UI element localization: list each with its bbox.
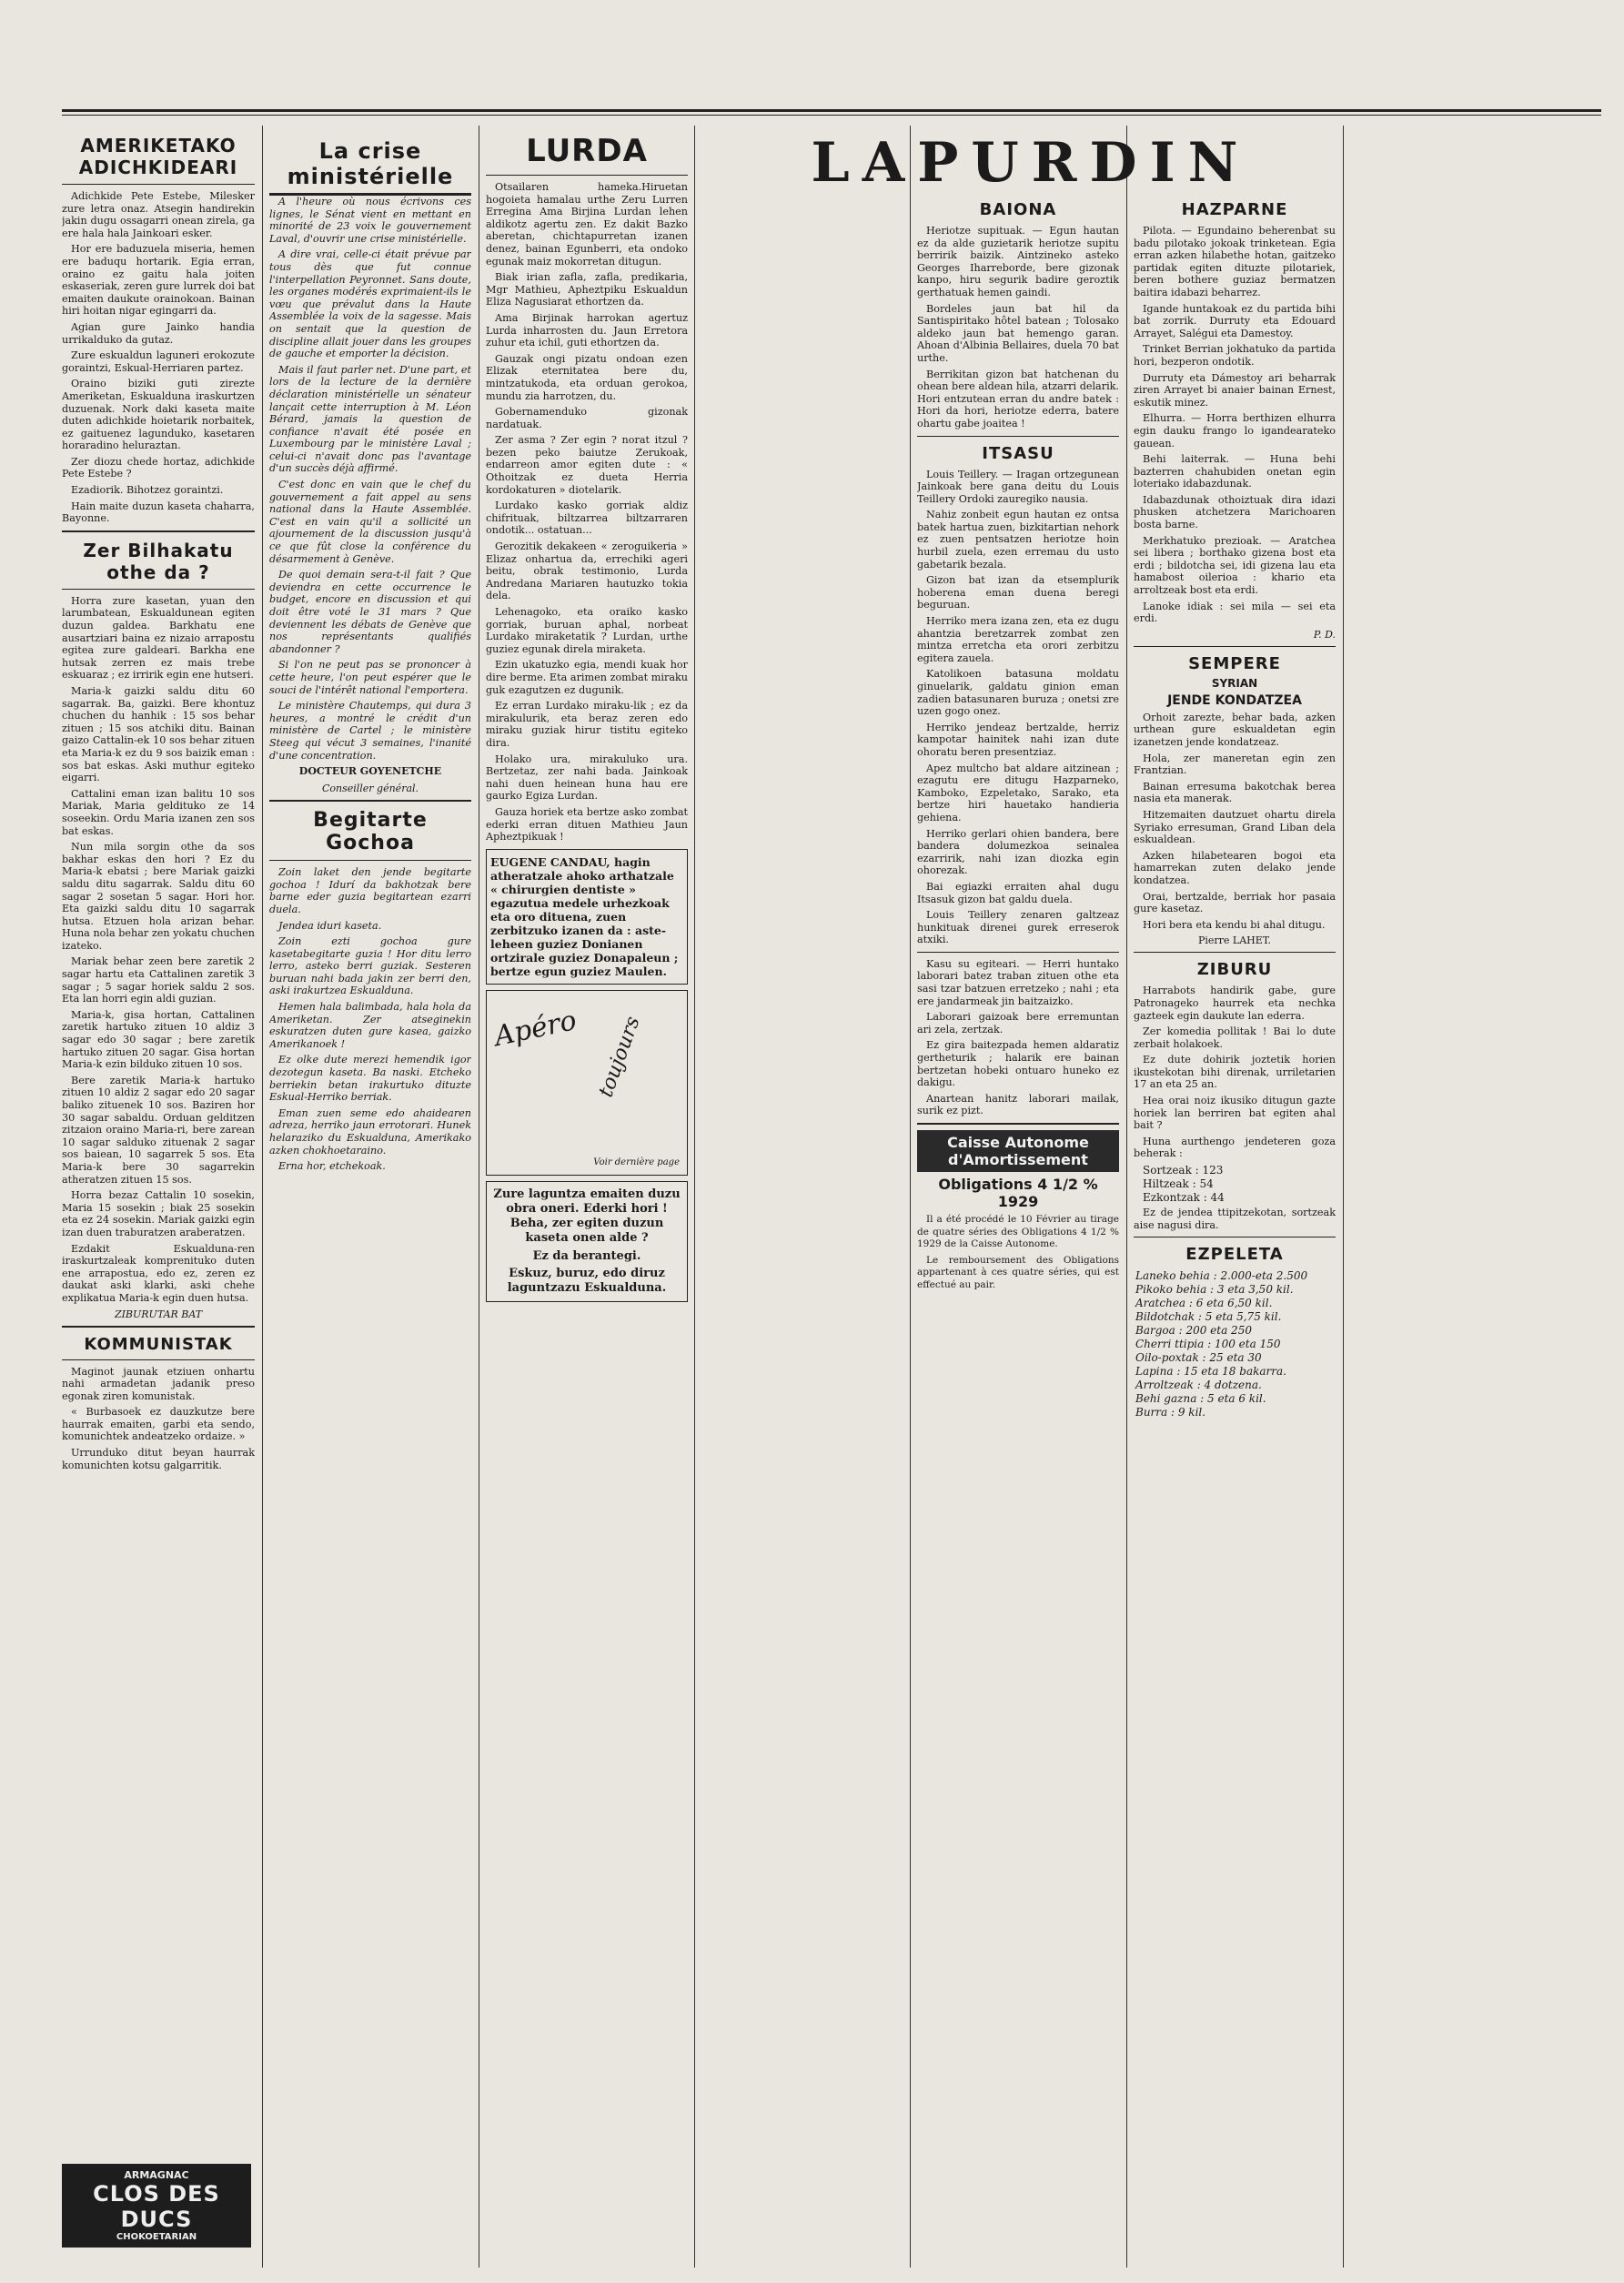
article-title: Begitarte Gochoa <box>313 809 428 855</box>
paragraph: Anartean hanitz laborari mailak, surik ez pizt. <box>917 1092 1119 1117</box>
paragraph: Bainan erresuma bakotchak berea nasia eta manerak. <box>1134 780 1336 805</box>
paragraph: Mariak behar zeen bere zaretik 2 sagar hartu eta Cattalinen zaretik 3 sagar ; 5 sagar horiek saldu 2 sos. Eta lan horri egin aldi guzian. <box>62 955 255 1005</box>
paragraph: Zer asma ? Zer egin ? norat itzul ? bezen peko baiutze Zerukoak, endarreon amor egiten dute : « Othoitzak ez dueta Herria kordokaturen » diotelarik. <box>486 434 688 496</box>
column-1 <box>62 126 255 2268</box>
paragraph: Il a été procédé le 10 Février au tirage de quatre séries des Obligations 4 1/2 % 1929 de la Caisse Autonome. <box>917 1214 1119 1250</box>
paragraph: Zer komedia pollitak ! Bai lo dute zerbait holakoek. <box>1134 1025 1336 1050</box>
paragraph: Berrikitan gizon bat hatchenan du ohean bere aldean hila, atzarri delarik. Hori entzutean erran du andre batek : Hori da hori, heriotze ederra, batere ohartu gabe joaitea ! <box>917 368 1119 429</box>
paragraph: Behi laiterrak. — Huna behi bazterren chahubiden onetan egin loteriako idabazdunak. <box>1134 453 1336 490</box>
paragraph: Hemen hala balimbada, hala hola da Ameriketan. Zer atseginekin eskuratzen duten gure kasea, gaizko Amerikanoek ! <box>269 1001 471 1050</box>
paragraph: Lanoke idiak : sei mila — sei eta erdi. <box>1134 600 1336 625</box>
paragraph: Louis Teillery zenaren galtzeaz hunkituak direnei gurek erreserok atxiki. <box>917 909 1119 946</box>
apero-ad <box>486 990 688 1176</box>
paragraph: Bordeles jaun bat hil da Santispiritako hôtel batean ; Tolosako aldeko jaun bat hemengo garan. Ahoan d'Albinia Bellaires, duela 70 bat urthe. <box>917 302 1119 364</box>
paragraph: Biak irian zafla, zafla, predikaria, Mgr Mathieu, Apheztpiku Eskualdun Eliza Nagusiarat ethortzen da. <box>486 271 688 308</box>
list-item: Oilo-poxtak : 25 eta 30 <box>1135 1351 1262 1365</box>
section-title: EZPELETA <box>1185 1245 1284 1265</box>
paragraph: Mais il faut parler net. D'une part, et lors de la lecture de la dernière déclaration ministérielle un sénateur lançait cette interruption à M. Léon Bérard, jamais la question de confiance n'avait été posée en Luxembourg par le ministère Laval ; celui-ci n'avait donc pas l'avantage d'un succès déjà affirmé. <box>269 363 471 475</box>
signature: ZIBURUTAR BAT <box>114 1308 203 1320</box>
paragraph: Nun mila sorgin othe da sos bakhar eskas den hori ? Ez du Maria-k ebatsi ; bere Mariak gaizki saldu ditu sagarrak. Saldu ditu 60 sagar 2 sosetan 5 sagar. Hori hor. Eta gaizki saldu ditu 10 sagarrak hutsa. Etzuen hola arizan behar. Huna nola behar zen yokatu chuchen izateko. <box>62 841 255 952</box>
obligations-title: Obligations 4 1/2 % 1929 <box>938 1176 1098 1210</box>
list-item: Cherri ttipia : 100 eta 150 <box>1135 1338 1281 1351</box>
ad-text: Eskuz, buruz, edo diruz laguntzazu Eskualduna. <box>507 1266 667 1295</box>
column-separator <box>262 126 263 2268</box>
ad-script-text: toujours <box>594 1013 645 1100</box>
newspaper-page <box>62 109 1601 2268</box>
ad-text: Ez da berantegi. <box>532 1248 641 1263</box>
ad-caption: Voir dernière page <box>593 1157 680 1167</box>
signature-role: Conseiller général. <box>321 783 419 795</box>
paragraph: Maria-k, gisa hortan, Cattalinen zaretik hartuko zituen 10 aldiz 3 sagar edo 30 sagar ; bere zaretik hartuko zituen 20 sagar. Gisa hortan Maria-k ezin bilduko zituen 10 sos. <box>62 1008 255 1071</box>
paragraph: Harrabots handirik gabe, gure Patronageko haurrek eta nechka gazteek egin daukute lan ederra. <box>1134 985 1336 1022</box>
paragraph: Gobernamenduko gizonak nardatuak. <box>486 406 688 430</box>
support-ad <box>486 1181 688 1302</box>
paragraph: Durruty eta Dámestoy ari beharrak ziren Arrayet bi anaier bainan Ernest, eskutik minez. <box>1134 371 1336 409</box>
section-subtitle: SYRIAN <box>1211 676 1258 690</box>
signature: Pierre LAHET. <box>1197 934 1272 947</box>
column-separator <box>694 126 695 2268</box>
paragraph: Laborari gaizoak bere erremuntan ari zela, zertzak. <box>917 1011 1119 1035</box>
article-title: La crise ministérielle <box>269 138 471 196</box>
list-item: Ezkontzak : 44 <box>1143 1191 1225 1205</box>
paragraph: Hain maite duzun kaseta chaharra, Bayonne. <box>62 500 255 525</box>
paragraph: Si l'on ne peut pas se prononcer à cette heure, l'on peut espérer que le souci de l'intérêt national l'emportera. <box>269 659 471 696</box>
paragraph: « Burbasoek ez dauzkutze bere haurrak emaiten, garbi eta sendo, komunichtek andeatzeko ordaize. » <box>62 1406 255 1443</box>
list-item: Sortzeak : 123 <box>1143 1164 1224 1177</box>
paragraph: Louis Teillery. — Iragan ortzegunean Jainkoak bere gana deitu du Louis Teillery Ordoki zauregiko nausia. <box>917 468 1119 505</box>
armagnac-ad <box>62 2164 251 2248</box>
article-title: Zer Bilhakatu othe da ? <box>83 539 234 583</box>
top-rule <box>62 109 1601 112</box>
paragraph: Holako ura, mirakuluko ura. Bertzetaz, zer nahi bada. Jainkoak nahi duen heinean huna hau ere gaurko Egiza Lurdan. <box>486 753 688 803</box>
paragraph: Hor ere baduzuela miseria, hemen ere baduqu hortarik. Egia erran, oraino ez gaitu hala joiten eskaseriak, zeren gure lurrek doi bat emaiten daukute orainokoan. Bainan hiri hoitan nigar egingarri da. <box>62 243 255 318</box>
list-item: Bargoa : 200 eta 250 <box>1135 1324 1252 1338</box>
paragraph: Gerozitik dekakeen « zeroguikeria » Elizaz onhartua da, errechiki ageri beitu, obrak testimonio, Lurda Andredana Mariaren hautuzko tokia dela. <box>486 540 688 602</box>
paragraph: Le remboursement des Obligations appartenant à ces quatre séries, qui est effectué au pair. <box>917 1254 1119 1290</box>
section-title: HAZPARNE <box>1181 200 1288 219</box>
paragraph: Agian gure Jainko handia urrikalduko da gutaz. <box>62 320 255 346</box>
paragraph: Pilota. — Egundaino beherenbat su badu pilotako jokoak trinketean. Egia erran azken hilabethe hotan, gaitzeko partidak egiten dituzte pilotariek, beren bothere guziaz bermatzen baitira idabazi beharrez. <box>1134 225 1336 298</box>
paragraph: Herriko gerlari ohien bandera, bere bandera dolumezkoa seinalea ezarririk, nahi izan diozka egin ohorezak. <box>917 827 1119 877</box>
paragraph: Herriko mera izana zen, eta ez dugu ahantzia beretzarrek zombat zen mintza erretcha eta orori zerbitzu egitera zauela. <box>917 615 1119 664</box>
paragraph: Zoin ezti gochoa gure kasetabegitarte guzia ! Hor ditu lerro lerro, asteko berri guziak. Sesteren buruan nahi bada jakin zer berri den, aski irakurtzea Eskualduna. <box>269 935 471 997</box>
paragraph: Ez olke dute merezi hemendik igor dezotegun kaseta. Ba naski. Etcheko berriekin betan irakurtuko dituzte Eskual-Herriko berriak. <box>269 1054 471 1104</box>
paragraph: Hitzemaiten dautzuet ohartu direla Syriako erresuman, Grand Liban dela eskualdean. <box>1134 808 1336 846</box>
list-item: Arroltzeak : 4 dotzena. <box>1135 1379 1262 1392</box>
paragraph: Elhurra. — Horra berthizen elhurra egin dauku frango lo igandearateko gauean. <box>1134 412 1336 450</box>
paragraph: Eman zuen seme edo ahaidearen adreza, herriko jaun errotorari. Hunek helaraziko du Eskualduna, Amerikako azken chokhoetaraino. <box>269 1106 471 1157</box>
paragraph: Maginot jaunak etziuen onhartu nahi armadetan jadanik preso egonak ziren komunistak. <box>62 1365 255 1402</box>
price-list <box>1135 1269 1336 1419</box>
paragraph: Orhoit zarezte, behar bada, azken urthean gure eskualdetan egin izanetzen jende kondatzeaz. <box>1134 711 1336 748</box>
paragraph: Bere zaretik Maria-k hartuko zituen 10 aldiz 2 sagar edo 20 sagar baliko zituenek 10 sos. Baziren hor 30 sagar sabaldu. Orduan gelditzen zitzaion oraino Maria-ri, bere zarean 10 sagar salduko zituenak 2 sagar sos baiean, 10 sagarrek 5 sos. Eta Maria-k bere 30 sagarrekin atheratzen zituen 15 sos. <box>62 1074 255 1186</box>
ad-bottom-text: CHOKOETARIAN <box>116 2232 197 2242</box>
paragraph: Oraino biziki guti zirezte Ameriketan, Eskualduna iraskurtzen duzuenak. Nork daki kaseta maite duten adichkide hoietarik norbaitek, ez gaituenez lagunduko, kasetaren horaradino heluraztan. <box>62 378 255 452</box>
paragraph: Apez multcho bat aldare aitzinean ; ezagutu ere ditugu Hazparneko, Kamboko, Ezpeletako, Sarako, eta bertze hiri hauetako handieria gehiena. <box>917 762 1119 823</box>
paragraph: Heriotze supituak. — Egun hautan ez da alde guzietarik heriotze supitu berririk baizik. Aintzineko asteko Georges Iharreborde, bere gizonak kanpo, hiru segurik badire geroztik gerthatuak hemen gaindi. <box>917 225 1119 298</box>
section-title: ZIBURU <box>1196 960 1273 980</box>
paragraph: Maria-k gaizki saldu ditu 60 sagarrak. Ba, gaizki. Bere khontuz chuchen du hanhik : 15 sos behar zituen ; 15 sos atchiki ditu. Bainan gaizo Cattalin-ek 10 sos behar zituen eta Maria-k ez du 9 sos baizik eman : sos bat eskas. Aski muthur egiteko eigarri. <box>62 685 255 784</box>
paragraph: Erna hor, etchekoak. <box>278 1160 386 1173</box>
column-2 <box>269 126 471 2268</box>
paragraph: Trinket Berrian jokhatuko da partida hori, bezperon ondotik. <box>1134 343 1336 368</box>
paragraph: De quoi demain sera-t-il fait ? Que deviendra en cette occurrence le budget, encore en discussion et qui doit être voté le 31 mars ? Que deviennent les débats de Genève que nos représentants qualifiés abandonner ? <box>269 569 471 655</box>
section-title: ITSASU <box>982 443 1054 463</box>
paragraph: A dire vrai, celle-ci était prévue par tous dès que fut connue l'interpellation Peyronnet. Sans doute, les organes modérés exprimaient-ils le vœu que prévalut dans la Haute Assemblée la voix de la sagesse. Mais on sentait que la question de discipline allait jouer dans les groupes de gauche et emporter la décision. <box>269 248 471 360</box>
section-title: SEMPERE <box>1188 653 1281 673</box>
top-rule-thin <box>62 115 1601 116</box>
paragraph: Kasu su egiteari. — Herri huntako laborari batez traban zituen othe eta sasi tzar batzuen erretzeko ; nahi ; eta ere jandarmeak jin baitzaizko. <box>917 957 1119 1007</box>
signature: DOCTEUR GOYENETCHE <box>298 765 442 778</box>
column-4 <box>917 193 1119 2268</box>
paragraph: Ez gira baitezpada hemen aldaratiz gertheturik ; halarik ere bainan bertzetan hobeki ontuaro huneko ez dakigu. <box>917 1039 1119 1089</box>
caisse-banner: Caisse Autonome d'Amortissement <box>917 1130 1119 1172</box>
article-title: AMERIKETAKO ADICHKIDEARI <box>78 135 238 178</box>
section-subtitle: JENDE KONDATZEA <box>1167 692 1302 708</box>
list-item: Aratchea : 6 eta 6,50 kil. <box>1135 1297 1273 1310</box>
ad-brand: CLOS DES DUCS <box>93 2181 220 2232</box>
paragraph: Gauzak ongi pizatu ondoan ezen Elizak eternitatea bere du, mintzatukoda, eta orduan gerokoa, mundu zia harrotzen, du. <box>486 352 688 402</box>
paragraph: Huna aurthengo jendeteren goza beherak : <box>1134 1135 1336 1160</box>
paragraph: Azken hilabetearen bogoi eta hamarrekan zuten delako jende kondatzea. <box>1134 849 1336 886</box>
paragraph: Urrunduko ditut beyan haurrak komunichten kotsu galgarritik. <box>62 1447 255 1471</box>
article-title: KOMMUNISTAK <box>84 1334 233 1354</box>
paragraph: Zer diozu chede hortaz, adichkide Pete Estebe ? <box>62 455 255 480</box>
list-item: Pikoko behia : 3 eta 3,50 kil. <box>1135 1283 1294 1297</box>
list-item: Behi gazna : 5 eta 6 kil. <box>1135 1392 1266 1406</box>
column-separator <box>910 126 911 2268</box>
paragraph: Gauza horiek eta bertze asko zombat ederki erran dituen Mathieu Jaun Apheztpikuak ! <box>486 805 688 843</box>
list-item: Bildotchak : 5 eta 5,75 kil. <box>1135 1310 1282 1324</box>
paragraph: Herriko jendeaz bertzalde, herriz kampotar hainitek nahi izan dute ohoratu beren presentziaz. <box>917 721 1119 758</box>
paragraph: Hea orai noiz ikusiko ditugun gazte horiek lan berriren bat egiten ahal bait ? <box>1134 1095 1336 1132</box>
paragraph: A l'heure où nous écrivons ces lignes, le Sénat vient en mettant en minorité de 23 voix le gouvernement Laval, d'ouvrir une crise ministérielle. <box>269 196 471 245</box>
column-3 <box>486 126 688 2268</box>
signature: P. D. <box>1313 628 1336 641</box>
paragraph: Le ministère Chautemps, qui dura 3 heures, a montré le crédit d'un ministère de Cartel ; le ministère Steeg qui vécut 3 semaines, l'inanité d'une concentration. <box>269 700 471 762</box>
paragraph: Lehenagoko, eta oraiko kasko gorriak, buruan aphal, norbeat Lurdako miraketatik ? Lurdan, urthe guziez egunak direla miraketa. <box>486 606 688 655</box>
column-separator <box>1126 126 1127 2268</box>
paragraph: Cattalini eman izan balitu 10 sos Mariak, Maria geldituko ze 14 soseekin. Ordu Maria izanen zen sos bat eskas. <box>62 787 255 837</box>
paragraph: Ama Birjinak harrokan agertuz Lurda inharrosten du. Jaun Erretora zuhur eta ichil, guti ethortzen da. <box>486 311 688 349</box>
paragraph: C'est donc en vain que le chef du gouvernement a fait appel au sens national dans la Haute Assemblée. C'est en vain qu'il a sollicité un ajournement de la discussion jusqu'à ce que fût close la conférence du désarmement à Genève. <box>269 479 471 565</box>
ad-text: Zure laguntza emaiten duzu obra oneri. Ederki hori ! Beha, zer egiten duzun kaseta onen alde ? <box>493 1187 681 1245</box>
column-separator <box>1343 126 1344 2268</box>
paragraph: Zure eskualdun laguneri erokozute goraintzi, Eskual-Herriaren partez. <box>62 349 255 374</box>
paragraph: Lurdako kasko gorriak aldiz chifrituak, biltzarrea biltzarraren ondotik... ostatuan... <box>486 500 688 537</box>
paragraph: Ez dute dohirik joztetik horien ikustekotan bihi direnak, urriletarien 17 an eta 25 an. <box>1134 1054 1336 1091</box>
list-item: Burra : 9 kil. <box>1135 1406 1206 1419</box>
paragraph: Ezadiorik. Bihotzez goraintzi. <box>71 484 224 497</box>
paragraph: Horra zure kasetan, yuan den larumbatean, Eskualdunean egiten duzun galdea. Barkhatu ene ausartziari baina ez nizaio arrapostu egitea zure galdeari. Barkha ene hutsak zerren ez mais trebe eskuaraz ; ez irririk egin ene hutseri. <box>62 594 255 682</box>
paragraph: Nahiz zonbeit egun hautan ez ontsa batek hartua zuen, bizkitartian nehork ez zuen pentsatzen heriotze hoin hurbil zuela, ezen erremau du usto gabetarik bezala. <box>917 509 1119 571</box>
paragraph: Bai egiazki erraiten ahal dugu Itsasuk gizon bat galdu duela. <box>917 880 1119 905</box>
list-item: Laneko behia : 2.000-eta 2.500 <box>1135 1269 1308 1283</box>
paragraph: Hori bera eta kendu bi ahal ditugu. <box>1143 918 1326 931</box>
paragraph: Idabazdunak othoiztuak dira idazi phusken atchetzera Marichoaren bosta barne. <box>1134 493 1336 531</box>
paragraph: Adichkide Pete Estebe, Milesker zure letra onaz. Atsegin handirekin jakin dugu ossagarri onean zirela, ga ere hala hala Jainkoari esker. <box>62 190 255 239</box>
paragraph: Merkhatuko prezioak. — Aratchea sei libera ; borthako gizena bost eta erdi ; bildotcha sei, idi gizena lau eta hamabost oilerioa : khario eta arroltzeak bost eta erdi. <box>1134 534 1336 597</box>
paragraph: Ez erran Lurdako miraku-lik ; ez da mirakulurik, eta beraz zeren edo miraku guziak hirur tistitu egiteko dira. <box>486 700 688 749</box>
paragraph: Ezdakit Eskualduna-ren iraskurtzaleak komprenituko duten ene arrapostua, edo ez, zeren ez daukat aski klarki, aski chehe explikatua Maria-k egin duen hutsa. <box>62 1242 255 1304</box>
paragraph: Hola, zer maneretan egin zen Frantzian. <box>1134 752 1336 777</box>
population-list <box>1143 1164 1336 1205</box>
paragraph: Horra bezaz Cattalin 10 sosekin, Maria 15 sosekin ; biak 25 sosekin eta ez 24 sosekin. Mariak gaizki egin izan duen traburatzen araberatzen. <box>62 1189 255 1238</box>
dentist-ad: EUGENE CANDAU, hagin atheratzale ahoko arthatzale « chirurgien dentiste » egazutua medele urhezkoak eta oro dituena, zuen zerbitzuko izanen da : aste-leheen guziez Donianen ortzirale guziez Donapaleun ; bertze egun guziez Maulen. <box>486 849 688 985</box>
list-item: Lapina : 15 eta 18 bakarra. <box>1135 1365 1286 1379</box>
ad-script-text: Apéro <box>491 1004 580 1053</box>
paragraph: Igande huntakoak ez du partida bihi bat zorrik. Durruty eta Edouard Arrayet, Salégui eta Damestoy. <box>1134 302 1336 339</box>
masthead: LAPURDIN <box>811 131 1251 195</box>
paragraph: Ezin ukatuzko egia, mendi kuak hor dire berme. Eta arimen zombat miraku guk ezagutzen ez dugunik. <box>486 659 688 696</box>
paragraph: Otsailaren hameka.Hiruetan hogoieta hamalau urthe Zeru Lurren Erregina Ama Birjina Lurdan lehen aldikotz agertu zen. Ez dakit Bazko aberetan, chichtapurretan izanen denez, bainan Egunberri, eta ondoko egunak maiz mokorretan ditugun. <box>486 181 688 268</box>
paragraph: Jendea iduri kaseta. <box>278 919 382 932</box>
ad-top-text: ARMAGNAC <box>124 2169 189 2181</box>
list-item: Hiltzeak : 54 <box>1143 1177 1214 1191</box>
paragraph: Katolikoen batasuna moldatu ginuelarik, galdatu ginion eman zadien batasunaren buruza ; onetsi zre uzen gogo onez. <box>917 668 1119 718</box>
paragraph: Gizon bat izan da etsemplurik hoberena eman duena beregi beguruan. <box>917 574 1119 611</box>
paragraph: Zoin laket den jende begitarte gochoa ! Idurí da bakhotzak bere barne eder guzia begitartean ezarri duela. <box>269 866 471 915</box>
column-5 <box>1134 193 1336 2268</box>
paragraph: Orai, bertzalde, berriak hor pasaia gure kasetaz. <box>1134 890 1336 915</box>
paragraph: Ez de jendea ttipitzekotan, sortzeak aise nagusi dira. <box>1134 1207 1336 1231</box>
article-title: LURDA <box>526 133 648 169</box>
section-title: BAIONA <box>979 200 1057 219</box>
